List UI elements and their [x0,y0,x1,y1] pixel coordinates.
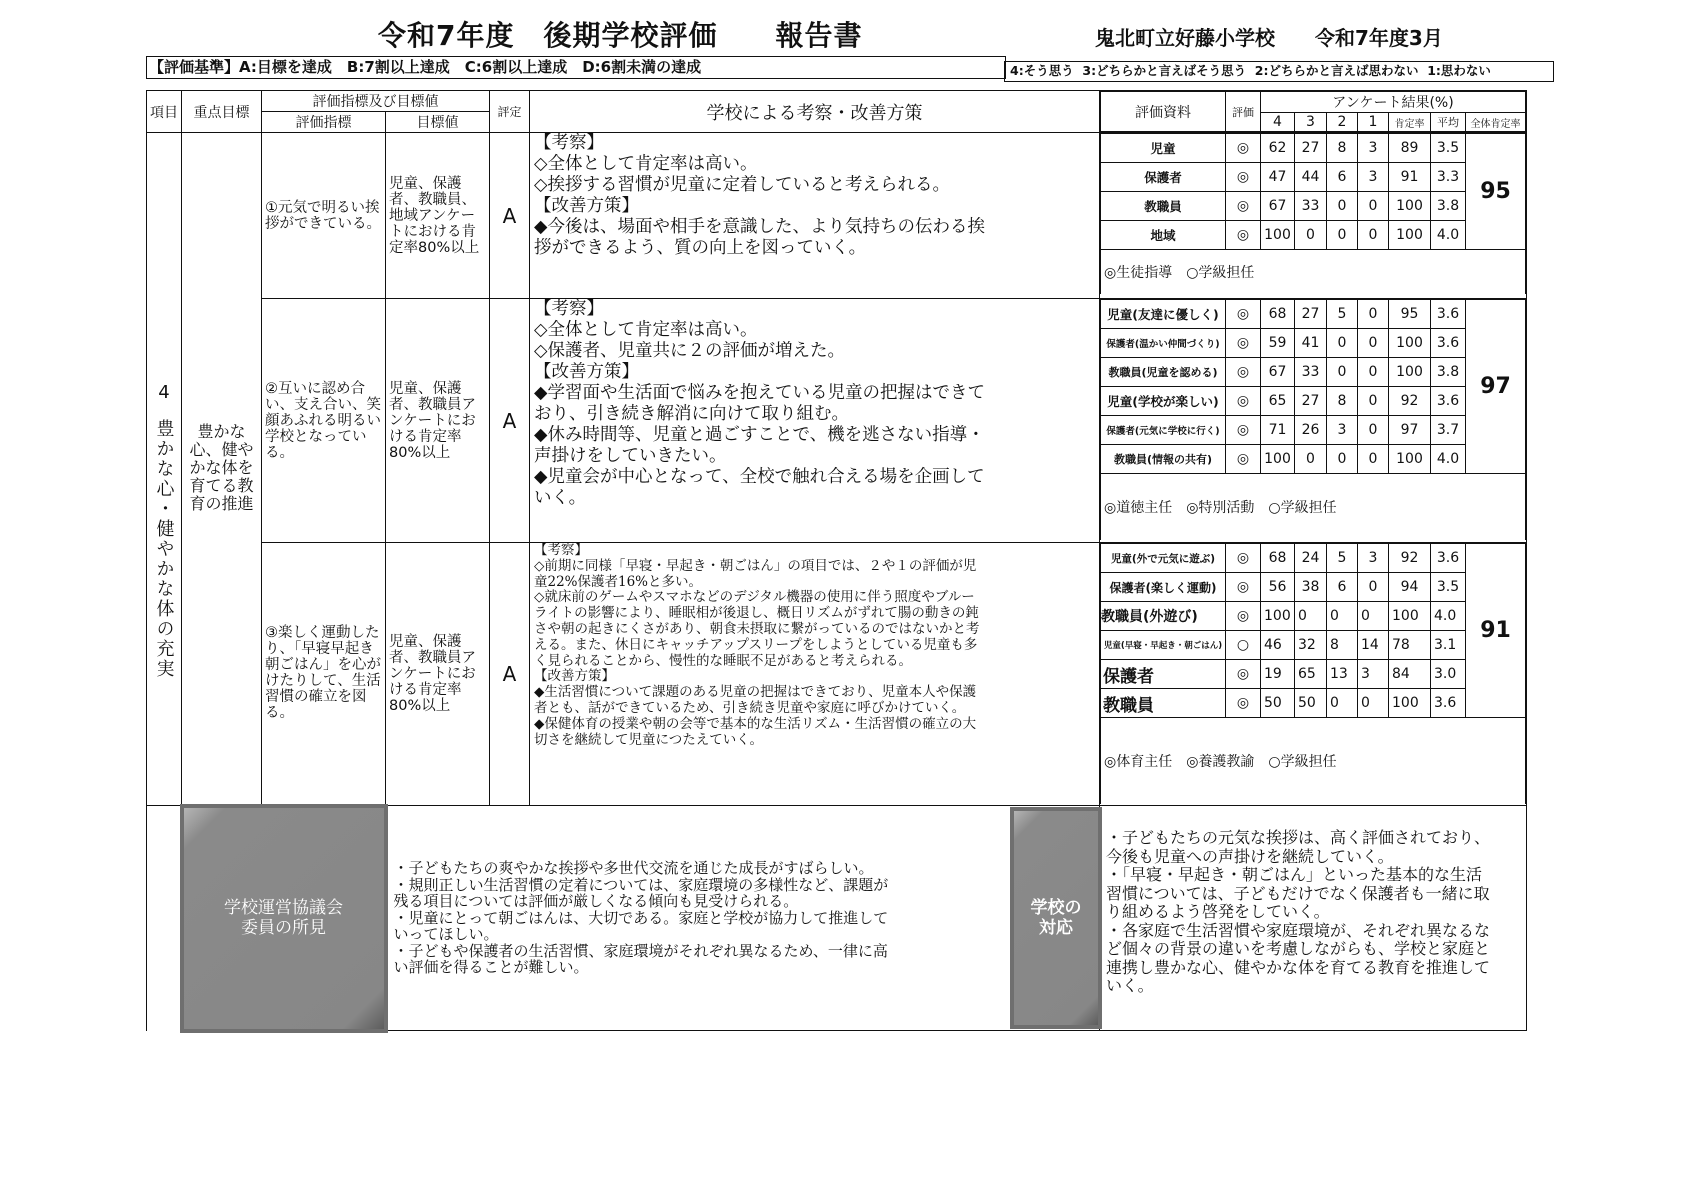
analysis-2: 【考察】 ◇全体として肯定率は高い。 ◇保護者、児童共に２の評価が増えた。 【改善方策】 ◆学習面や生活面で悩みを抱えている児童の把握はできて おり、引き続き解消に向けて取り組む。 ◆休み時間等、児童と過ごすことで、機を逃さない指導・ 声掛けをしていきたい。 ◆児童会が中心となって、全校で触れ合える場を企画して いく。 [530,299,1100,543]
responsible-1: ◎生徒指導 ○学級担任 [1101,250,1526,294]
school-response-text: ・子どもたちの元気な挨拶は、高く評価されており、 今後も児童への声掛けを継続していく。 ・「早寝・早起き・朝ごはん」といった基本的な生活 習慣については、子どもだけでなく保護者も一緒に取 り組めるよう啓発をしていく。 ・各家庭で生活習慣や家庭環境が、それぞれ異なるな ど個々の背景の違いを考慮しながらも、学校と家庭と 連携し豊かな心、健やかな体を育てる教育を推進して いく。 [1106,828,1491,995]
report-title: 令和7年度 後期学校評価 報告書 [378,19,863,52]
survey-table-1: 児童 ◎ 62 27 8 3 89 3.5 95 保護者 ◎ 47 44 6 3 91 3.3 教職員 ◎ 67 33 0 0 100 3.8 地域 ◎ 100 0 0 0 100 4.0 ◎生徒指導 ○学級担任 [1100,133,1526,294]
item-name: 豊かな心・健やかな体の充実 [153,418,175,679]
item-cell [147,133,182,806]
analysis-1: 【考察】 ◇全体として肯定率は高い。 ◇挨拶する習慣が児童に定着していると考えられる。 【改善方策】 ◆今後は、場面や相手を意識した、より気持ちの伝わる挨 拶ができるよう、質の向上を図っていく。 [530,133,1100,299]
committee-label: 学校運営協議会 委員の所見 [182,806,386,1031]
evaluation-criteria: 【評価基準】A:目標を達成 B:7割以上達成 C:6割以上達成 D:6割未満の達成 [146,56,1006,79]
survey-scale-legend: 4:そう思う 3:どちらかと言えばそう思う 2:どちらかと言えば思わない 1:思わない [1004,61,1554,82]
responsible-2: ◎道徳主任 ◎特別活動 ○学級担任 [1101,474,1526,540]
header-target: 目標値 [386,112,490,133]
header-evaluation: 評価 [1226,92,1261,132]
header-positive: 肯定率 [1389,113,1431,132]
grade-3: A [490,543,530,806]
header-indicator-group: 評価指標及び目標値 [262,91,490,112]
overall-2: 97 [1466,300,1526,474]
grade-1: A [490,133,530,299]
header-focus: 重点目標 [182,91,262,133]
school-and-date: 鬼北町立好藤小学校 令和7年度3月 [1095,26,1443,50]
survey-table-3: 児童(外で元気に遊ぶ) ◎ 68 24 5 3 92 3.6 91 保護者(楽しく運動) ◎ 56 38 6 0 94 3.5 教職員(外遊び) ◎ 100 0 0 0 100 4.0 児童(早寝・早起き・朝ごはん) ○ 46 32 8 14 78 3.1 保護者 ◎ 19 65 13 3 84 3.0 教職員 ◎ 50 50 0 0 100 3.6 ◎体育主任 ◎養護教諭 ○学級担任 [1100,543,1526,804]
header-item: 項目 [147,91,182,133]
responsible-3: ◎体育主任 ◎養護教諭 ○学級担任 [1101,718,1526,804]
target-1: 児童、保護者、教職員、地域アンケートにおける肯定率80%以上 [386,133,490,299]
header-c1: 1 [1358,113,1389,132]
survey-table-2: 児童(友達に優しく) ◎ 68 27 5 0 95 3.6 97 保護者(温かい仲間づくり) ◎ 59 41 0 0 100 3.6 教職員(児童を認める) ◎ 67 33 0 0 100 3.8 児童(学校が楽しい) ◎ 65 27 8 0 92 3.6 保護者(元気に学校に行く) ◎ 71 26 3 0 97 3.7 教職員(情報の共有) ◎ 100 0 0 0 100 4.0 ◎道徳主任 ◎特別活動 ○学級担任 [1100,299,1526,540]
header-survey: アンケート結果(%) [1261,92,1526,113]
focus-goal: 豊かな心、健やかな体を育てる教育の推進 [182,133,262,806]
overall-1: 95 [1466,134,1526,250]
header-c2: 2 [1327,113,1358,132]
header-c3: 3 [1295,113,1327,132]
committee-comments: ・子どもたちの爽やかな挨拶や多世代交流を通じた成長がすばらしい。 ・規則正しい生活習慣の定着については、家庭環境の多様性など、課題が 残る項目については評価が厳しくなる傾向も見受けられる。 ・児童にとって朝ごはんは、大切である。家庭と学校が協力して推進して いってほしい。 ・子どもや保護者の生活習慣、家庭環境がそれぞれ異なるため、一律に高 い評価を得ることが難しい。 [386,806,1100,1031]
indicator-2: ②互いに認め合い、支え合い、笑顔あふれる明るい学校となっている。 [262,299,386,543]
grade-2: A [490,299,530,543]
header-average: 平均 [1431,113,1466,132]
school-response-label: 学校の 対応 [1010,807,1102,1029]
header-grade: 評定 [490,91,530,133]
item-number: 4 [158,381,170,403]
target-2: 児童、保護者、教職員アンケートにおける肯定率80%以上 [386,299,490,543]
header-material: 評価資料 [1101,92,1226,132]
header-indicator: 評価指標 [262,112,386,133]
indicator-3: ③楽しく運動したり、「早寝早起き朝ごはん」を心がけたりして、生活習慣の確立を図る。 [262,543,386,806]
header-analysis: 学校による考察・改善方策 [530,91,1100,133]
header-overall: 全体肯定率 [1466,113,1526,132]
analysis-3: 【考察】 ◇前期に同様「早寝・早起き・朝ごはん」の項目では、２や１の評価が児 童22%保護者16%と多い。 ◇就床前のゲームやスマホなどのデジタル機器の使用に伴う照度やブルー ライトの影響により、睡眠相が後退し、概日リズムがずれて腸の動きの鈍 さや朝の起きにくさがあり、朝食未摂取に繋がっているのではないかと考 える。また、休日にキャッチアップスリープをしようとしている児童も多 く見られることから、慢性的な睡眠不足があると考えられる。 【改善方策】 ◆生活習慣について課題のある児童の把握はできており、児童本人や保護 者とも、話ができているため、引き続き児童や家庭に呼びかけていく。 ◆保健体育の授業や朝の会等で基本的な生活リズム・生活習慣の確立の大 切さを継続して児童につたえていく。 [530,543,1100,806]
indicator-1: ①元気で明るい挨拶ができている。 [262,133,386,299]
overall-3: 91 [1466,544,1526,718]
target-3: 児童、保護者、教職員アンケートにおける肯定率80%以上 [386,543,490,806]
survey-header [1100,91,1526,132]
header-c4: 4 [1261,113,1295,132]
evaluation-table [146,90,1527,1033]
